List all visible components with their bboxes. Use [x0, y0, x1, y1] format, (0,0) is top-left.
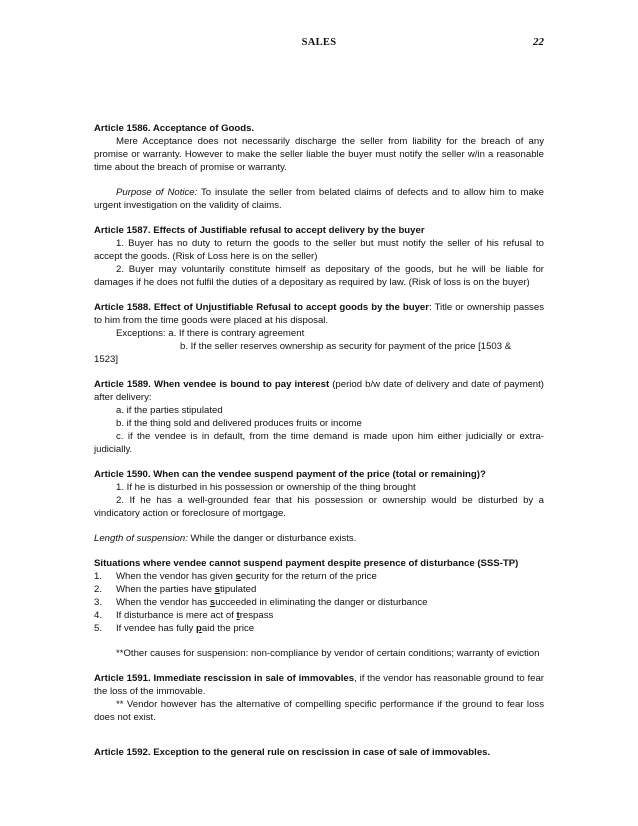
- article-1587-title: Article 1587. Effects of Justifiable refusal to accept delivery by the buyer: [94, 225, 425, 236]
- article-1587-item-1: 1. Buyer has no duty to return the goods to the seller but must notify the seller of his refusal to accept the goods. (Risk of Loss here is on the seller): [94, 238, 544, 262]
- situation-item: [94, 596, 544, 609]
- article-1588-title: Article 1588. Effect of Unjustifiable Refusal to accept goods by the buyer: [94, 302, 429, 313]
- document-body: [94, 122, 544, 759]
- situation-item-number: 2.: [94, 584, 103, 595]
- situation-item-number: 1.: [94, 571, 103, 582]
- article-1589-item-a: a. if the parties stipulated: [116, 405, 223, 416]
- situation-item: [94, 570, 544, 583]
- article-1587-item-2: 2. Buyer may voluntarily constitute himself as depositary of the goods, but he will be liable for damages if he does not fulfil the duties of a depositary as required by law. (Risk of loss is on the buyer): [94, 264, 544, 288]
- article-1591-note: ** Vendor however has the alternative of compelling specific performance if the ground to fear loss does not exist.: [94, 699, 544, 723]
- article-1589-item-b: b. if the thing sold and delivered produces fruits or income: [116, 418, 362, 429]
- situations-note: **Other causes for suspension: non-compliance by vendor of certain conditions; warranty of eviction: [116, 648, 540, 659]
- situation-item-text: If vendee has fully paid the price: [116, 623, 255, 634]
- page-number: 22: [533, 36, 544, 48]
- article-1588-exception-b-cont: 1523]: [94, 354, 119, 365]
- situation-item-text: When the parties have stipulated: [116, 584, 257, 595]
- article-1589-item-c: c. if the vendee is in default, from the time demand is made upon him either judicially or extra-judicially.: [94, 431, 544, 455]
- situation-item-text: When the vendor has given security for the return of the price: [116, 571, 377, 582]
- situations-list: [94, 570, 544, 635]
- situation-item: [94, 609, 544, 622]
- article-1588-paragraph: Article 1588. Effect of Unjustifiable Refusal to accept goods by the buyer: Title or ownership passes to him from the time goods were placed at his disposal.: [94, 302, 544, 326]
- article-1590-length: Length of suspension: While the danger or disturbance exists.: [94, 533, 357, 544]
- mnemonic-letter: s: [209, 597, 216, 608]
- mnemonic-letter: s: [214, 584, 221, 595]
- article-1586-purpose: Purpose of Notice: To insulate the seller from belated claims of defects and to allow him to make urgent investigation on the validity of claims.: [94, 187, 544, 211]
- article-1590-title: Article 1590. When can the vendee suspend payment of the price (total or remaining)?: [94, 469, 486, 480]
- article-1590-item-2: 2. If he has a well-grounded fear that his possession or ownership would be disturbed by a vindicatory action or foreclosure of mortgage.: [94, 495, 544, 519]
- situation-item-text: If disturbance is mere act of trespass: [116, 610, 274, 621]
- purpose-label: Purpose of Notice:: [116, 187, 198, 198]
- article-1590-item-1: 1. If he is disturbed in his possession or ownership of the thing brought: [116, 482, 416, 493]
- mnemonic-letter: p: [196, 623, 202, 634]
- article-1586-title: Article 1586. Acceptance of Goods.: [94, 123, 255, 134]
- situation-item-number: 3.: [94, 597, 103, 608]
- article-1589-title: Article 1589. When vendee is bound to pay interest: [94, 379, 330, 390]
- situations-title: Situations where vendee cannot suspend payment despite presence of disturbance (SSS-TP): [94, 558, 519, 569]
- article-1591-title: Article 1591. Immediate rescission in sale of immovables: [94, 673, 355, 684]
- mnemonic-letter: t: [236, 610, 240, 621]
- article-1586-body: Mere Acceptance does not necessarily discharge the seller from liability for the breach of any promise or warranty. However to make the seller liable the buyer must notify the seller w/in a reasonable time about the breach of promise or warranty.: [94, 136, 544, 173]
- article-1588-exception-a: Exceptions: a. If there is contrary agreement: [116, 328, 305, 339]
- article-1588-exception-b: b. If the seller reserves ownership as security for payment of the price [1503 &: [180, 341, 512, 352]
- article-1589-paragraph: Article 1589. When vendee is bound to pay interest (period b/w date of delivery and date of payment) after delivery:: [94, 379, 544, 403]
- article-1592-title: Article 1592. Exception to the general rule on rescission in case of sale of immovables.: [94, 747, 491, 758]
- situation-item-number: 4.: [94, 610, 103, 621]
- situation-item-text: When the vendor has succeeded in eliminating the danger or disturbance: [116, 597, 428, 608]
- situation-item: [94, 583, 544, 596]
- situation-item-number: 5.: [94, 623, 103, 634]
- length-label: Length of suspension:: [94, 533, 188, 544]
- article-1591-paragraph: Article 1591. Immediate rescission in sale of immovables, if the vendor has reasonable ground to fear the loss of the immovable.: [94, 673, 544, 697]
- situation-item: [94, 622, 544, 635]
- running-header-title: SALES: [301, 37, 337, 48]
- mnemonic-letter: s: [235, 571, 241, 582]
